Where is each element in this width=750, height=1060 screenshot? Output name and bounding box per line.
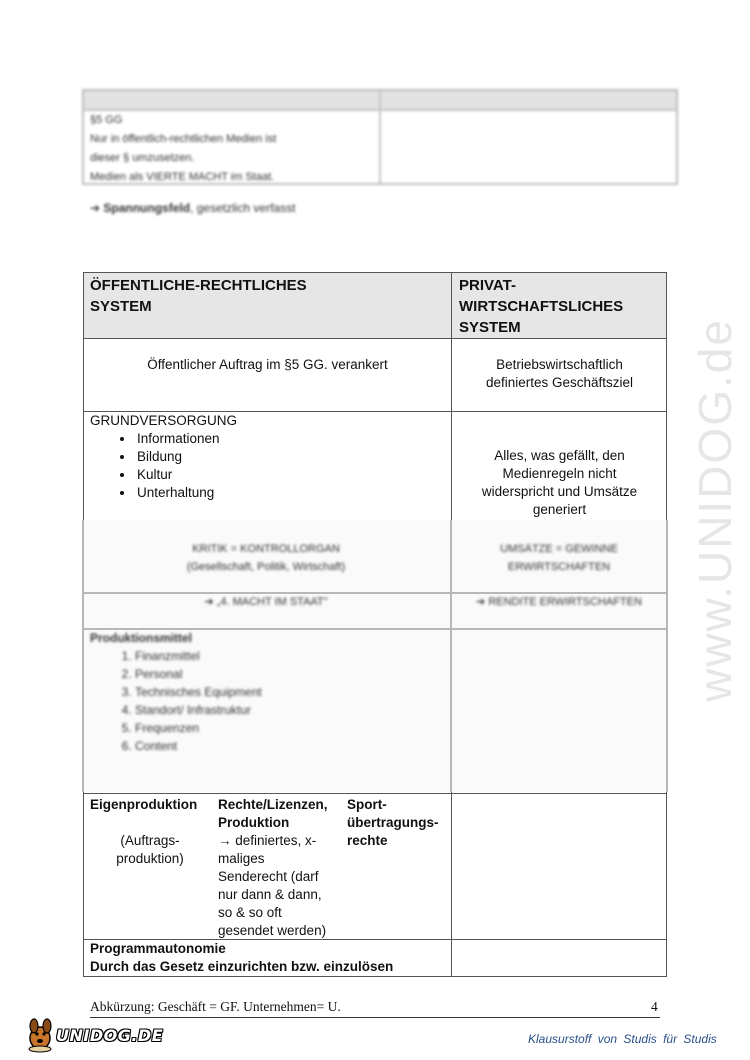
band-border (666, 520, 668, 792)
list-item: 3. Technisches Equipment (135, 683, 430, 701)
arrow-note-rest: , gesetzlich verfasst (190, 201, 296, 215)
top-table-line: Medien als VIERTE MACHT im Staat. (90, 171, 275, 183)
header-private-system (459, 275, 623, 338)
cell-line: widerspricht und Umsätze (481, 484, 638, 499)
cell-line: so & so oft (218, 905, 282, 920)
header-line: ÖFFENTLICHE-RECHTLICHES (90, 277, 307, 294)
arrow-note-bold: Spannungsfeld (103, 201, 191, 215)
footer-abbreviations: Abkürzung: Geschäft = GF. Unternehmen= U. (90, 999, 341, 1014)
cell-line: Durch das Gesetz einzurichten bzw. einzulösen (90, 959, 394, 974)
arrow-right-icon: ➔ (476, 596, 489, 608)
row1-right-cell (452, 356, 667, 392)
header-public-system (90, 275, 307, 317)
header-line: WIRTSCHAFTSLICHES (459, 298, 624, 315)
cell-text: RENDITE ERWIRTSCHAFTEN (488, 596, 642, 608)
cell-line: generiert (532, 502, 587, 517)
cell-line: Alles, was gefällt, den (494, 448, 625, 463)
cell-line: Sport- (347, 797, 387, 812)
row-divider (84, 338, 666, 339)
band-border (82, 592, 668, 594)
arrow-right-icon: → (218, 833, 236, 848)
rechte-lizenzen-cell (218, 796, 343, 940)
umsaetze-cell (452, 540, 666, 576)
cell-line: nur dann & dann, (218, 887, 322, 902)
cell-line: ERWIRTSCHAFTEN (507, 561, 611, 573)
grundversorgung-title: GRUNDVERSORGUNG (90, 413, 238, 428)
cell-line: übertragungs- (347, 815, 439, 830)
cell-line: Produktion (218, 815, 290, 830)
produktionsmittel-list (90, 647, 430, 755)
list-item: 1. Finanzmittel (135, 647, 430, 665)
cell-line: Senderecht (darf (218, 869, 319, 884)
produktionsmittel-cell (90, 630, 430, 755)
list-item: • Bildung (135, 448, 440, 466)
top-table (82, 89, 678, 185)
row2-left-cell (90, 412, 440, 502)
page-number: 4 (651, 999, 658, 1014)
list-item: 2. Personal (135, 665, 430, 683)
rendite-cell (452, 595, 666, 608)
logo-text: UNIDOG.DE (56, 1026, 164, 1045)
kritik-cell (82, 540, 450, 576)
row-divider (84, 793, 666, 794)
cell-text: „4. MACHT IM STAAT" (216, 596, 328, 608)
list-item: • Unterhaltung (135, 484, 440, 502)
vierte-macht-cell (82, 595, 450, 608)
top-table-line: §5 GG (90, 114, 123, 126)
watermark: www.UNIDOG.de (689, 318, 741, 702)
produktionsmittel-title: Produktionsmittel (90, 631, 193, 645)
unidog-logo[interactable] (22, 1014, 182, 1054)
arrow-right-icon: ➔ (90, 201, 104, 215)
cell-line: KRITIK = KONTROLLORGAN (192, 543, 340, 555)
cell-line: gesendet werden) (218, 923, 327, 938)
cell-line: UMSÄTZE = GEWINNE (500, 543, 618, 555)
cell-line: produktion) (116, 851, 184, 866)
grundversorgung-list (90, 430, 440, 502)
footer-tagline: Klausurstoff von Studis für Studis (528, 1032, 717, 1046)
cell-line: definiertes Geschäftsziel (485, 375, 634, 390)
cell-line: Rechte/Lizenzen, (218, 797, 328, 812)
row2-right-cell (452, 447, 667, 519)
list-item: • Informationen (135, 430, 440, 448)
cell-line: maliges (218, 851, 265, 866)
list-item: • Kultur (135, 466, 440, 484)
list-item: 4. Standort/ Infrastruktur (135, 701, 430, 719)
list-item: 5. Frequenzen (135, 719, 430, 737)
header-line: SYSTEM (459, 319, 521, 336)
eigenproduktion-sub (90, 832, 210, 868)
programmautonomie-cell (90, 940, 450, 976)
eigenproduktion-title: Eigenproduktion (90, 797, 198, 812)
header-line: SYSTEM (90, 298, 152, 315)
cell-line: (Gesellschaft, Politik, Wirtschaft) (186, 561, 346, 573)
list-item: 6. Content (135, 737, 430, 755)
cell-line: rechte (347, 833, 388, 848)
blurred-section (82, 520, 668, 792)
cell-text: definiertes, x- (235, 833, 317, 848)
top-table-cell (90, 111, 370, 187)
row1-left-cell: Öffentlicher Auftrag im §5 GG. verankert (147, 357, 388, 372)
cell-line: Betriebswirtschaftlich (496, 357, 623, 372)
cell-line (218, 832, 343, 850)
top-table-divider (379, 91, 381, 183)
sportrechte-cell (347, 796, 451, 850)
top-table-line: dieser § umzusetzen. (90, 152, 195, 164)
arrow-right-icon: ➔ (204, 596, 217, 608)
header-line: PRIVAT- (459, 277, 516, 294)
arrow-note (90, 201, 295, 215)
cell-line: (Auftrags- (120, 833, 180, 848)
cell-line: Programmautonomie (90, 941, 226, 956)
top-table-line: Nur in öffentlich-rechtlichen Medien ist (90, 133, 277, 145)
cell-line: Medienregeln nicht (502, 466, 617, 481)
